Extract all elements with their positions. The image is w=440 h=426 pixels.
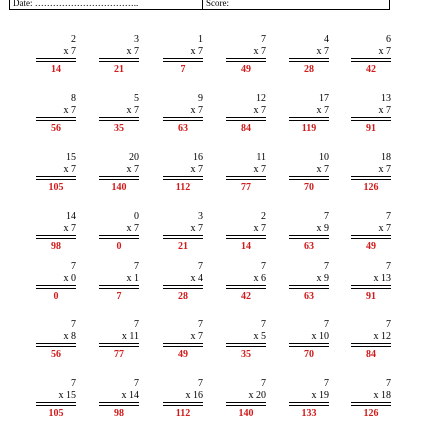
answer: 77: [114, 349, 124, 360]
score-field: Score:: [206, 0, 229, 8]
answer: 112: [175, 182, 191, 193]
multiplicand: 7: [134, 319, 139, 330]
multiplier: x 7: [126, 164, 139, 175]
answer-rule: [289, 176, 329, 177]
multiplicand: 6: [386, 34, 391, 45]
answer-rule: [36, 285, 76, 286]
multiplicand: 7: [261, 378, 266, 389]
answer-rule: [289, 346, 329, 347]
answer-rule: [226, 117, 266, 118]
multiplication-problem: [99, 93, 139, 141]
answer: 91: [366, 291, 376, 302]
answer-rule: [163, 405, 203, 406]
multiplication-problem: [163, 34, 203, 82]
answer-rule: [99, 343, 139, 344]
multiplication-problem: [163, 319, 203, 367]
answer-rule: [36, 58, 76, 59]
answer-rule: [351, 346, 391, 347]
answer-rule: [226, 343, 266, 344]
multiplicand: 10: [319, 152, 329, 163]
multiplication-problem: [36, 152, 76, 200]
answer-rule: [351, 238, 391, 239]
answer-rule: [99, 402, 139, 403]
multiplicand: 7: [261, 319, 266, 330]
multiplier: x 7: [190, 331, 203, 342]
answer-rule: [99, 288, 139, 289]
answer: 126: [363, 182, 379, 193]
multiplicand: 8: [71, 93, 76, 104]
answer-rule: [99, 235, 139, 236]
multiplier: x 7: [190, 105, 203, 116]
multiplication-problem: [351, 34, 391, 82]
answer-rule: [351, 61, 391, 62]
multiplication-problem: [226, 211, 266, 259]
multiplication-problem: [36, 261, 76, 309]
multiplication-problem: [289, 152, 329, 200]
multiplication-problem: [289, 211, 329, 259]
multiplier: x 7: [63, 223, 76, 234]
answer-rule: [289, 343, 329, 344]
answer: 77: [241, 182, 251, 193]
answer-rule: [163, 238, 203, 239]
answer-rule: [36, 117, 76, 118]
answer-rule: [289, 235, 329, 236]
answer-rule: [226, 288, 266, 289]
answer-rule: [289, 405, 329, 406]
multiplicand: 7: [324, 378, 329, 389]
answer-rule: [99, 405, 139, 406]
answer: 42: [366, 64, 376, 75]
answer-rule: [351, 179, 391, 180]
answer-rule: [226, 61, 266, 62]
multiplier: x 7: [316, 46, 329, 57]
multiplication-problem: [163, 261, 203, 309]
multiplication-problem: [289, 34, 329, 82]
answer-rule: [226, 405, 266, 406]
multiplicand: 7: [386, 319, 391, 330]
answer: 14: [241, 241, 251, 252]
answer: 105: [48, 408, 64, 419]
multiplicand: 2: [71, 34, 76, 45]
multiplication-problem: [99, 34, 139, 82]
answer: 119: [301, 123, 317, 134]
answer: 63: [304, 241, 314, 252]
answer: 35: [114, 123, 124, 134]
answer: 63: [178, 123, 188, 134]
multiplier: x 7: [253, 105, 266, 116]
multiplicand: 7: [386, 261, 391, 272]
multiplication-problem: [289, 378, 329, 426]
answer: 49: [178, 349, 188, 360]
multiplication-problem: [99, 319, 139, 367]
answer: 56: [51, 349, 61, 360]
answer-rule: [99, 346, 139, 347]
multiplier: x 7: [316, 105, 329, 116]
multiplication-problem: [226, 34, 266, 82]
multiplier: x 14: [121, 390, 139, 401]
multiplier: x 7: [378, 105, 391, 116]
multiplier: x 10: [311, 331, 329, 342]
multiplicand: 16: [193, 152, 203, 163]
answer-rule: [226, 285, 266, 286]
multiplier: x 9: [316, 273, 329, 284]
answer: 105: [48, 182, 64, 193]
multiplier: x 0: [63, 273, 76, 284]
answer: 84: [366, 349, 376, 360]
answer-rule: [36, 120, 76, 121]
multiplication-problem: [289, 93, 329, 141]
multiplication-problem: [163, 152, 203, 200]
multiplication-problem: [226, 152, 266, 200]
answer-rule: [289, 120, 329, 121]
answer-rule: [36, 235, 76, 236]
multiplier: x 7: [316, 164, 329, 175]
answer-rule: [163, 179, 203, 180]
answer-rule: [351, 405, 391, 406]
answer-rule: [163, 288, 203, 289]
answer-rule: [99, 176, 139, 177]
multiplicand: 3: [134, 34, 139, 45]
answer-rule: [226, 58, 266, 59]
multiplication-problem: [226, 378, 266, 426]
answer: 14: [51, 64, 61, 75]
multiplier: x 19: [311, 390, 329, 401]
multiplication-problem: [289, 261, 329, 309]
multiplication-problem: [36, 378, 76, 426]
answer: 49: [241, 64, 251, 75]
answer: 42: [241, 291, 251, 302]
answer-rule: [289, 117, 329, 118]
answer: 28: [304, 64, 314, 75]
answer-rule: [99, 117, 139, 118]
answer: 0: [53, 291, 59, 302]
answer-rule: [163, 58, 203, 59]
answer-rule: [36, 61, 76, 62]
answer-rule: [36, 343, 76, 344]
multiplication-problem: [226, 319, 266, 367]
answer: 21: [178, 241, 188, 252]
multiplication-problem: [163, 93, 203, 141]
multiplication-problem: [351, 261, 391, 309]
multiplicand: 7: [198, 319, 203, 330]
answer: 28: [178, 291, 188, 302]
multiplicand: 7: [198, 261, 203, 272]
multiplication-problem: [99, 152, 139, 200]
multiplication-problem: [351, 93, 391, 141]
answer-rule: [351, 176, 391, 177]
answer-rule: [99, 285, 139, 286]
answer-rule: [351, 285, 391, 286]
multiplicand: 15: [66, 152, 76, 163]
multiplicand: 7: [71, 319, 76, 330]
multiplier: x 7: [63, 164, 76, 175]
multiplier: x 18: [373, 390, 391, 401]
multiplication-problem: [163, 378, 203, 426]
multiplier: x 7: [126, 105, 139, 116]
multiplication-problem: [351, 152, 391, 200]
multiplication-problem: [36, 34, 76, 82]
answer: 63: [304, 291, 314, 302]
multiplication-problem: [36, 319, 76, 367]
answer-rule: [36, 238, 76, 239]
multiplication-problem: [36, 211, 76, 259]
multiplication-problem: [99, 211, 139, 259]
multiplication-problem: [351, 211, 391, 259]
answer-rule: [289, 285, 329, 286]
answer-rule: [289, 58, 329, 59]
multiplicand: 18: [381, 152, 391, 163]
answer-rule: [36, 405, 76, 406]
answer: 133: [301, 408, 317, 419]
answer-rule: [163, 120, 203, 121]
multiplier: x 8: [63, 331, 76, 342]
answer: 70: [304, 349, 314, 360]
multiplicand: 11: [256, 152, 266, 163]
multiplicand: 13: [381, 93, 391, 104]
answer-rule: [226, 176, 266, 177]
multiplier: x 7: [126, 223, 139, 234]
multiplicand: 17: [319, 93, 329, 104]
date-field: Date: ……………………………..: [13, 0, 139, 8]
multiplicand: 7: [261, 261, 266, 272]
multiplier: x 7: [378, 46, 391, 57]
answer: 126: [363, 408, 379, 419]
multiplicand: 7: [134, 261, 139, 272]
multiplier: x 6: [253, 273, 266, 284]
answer-rule: [99, 58, 139, 59]
answer: 70: [304, 182, 314, 193]
answer-rule: [36, 179, 76, 180]
answer-rule: [163, 343, 203, 344]
answer: 91: [366, 123, 376, 134]
answer: 7: [116, 291, 122, 302]
multiplication-problem: [163, 211, 203, 259]
multiplicand: 7: [198, 378, 203, 389]
answer-rule: [163, 402, 203, 403]
answer: 98: [114, 408, 124, 419]
multiplier: x 11: [121, 331, 139, 342]
answer-rule: [163, 235, 203, 236]
multiplier: x 7: [63, 105, 76, 116]
multiplication-problem: [226, 93, 266, 141]
answer: 140: [238, 408, 254, 419]
multiplier: x 7: [190, 223, 203, 234]
answer-rule: [163, 176, 203, 177]
multiplicand: 7: [71, 378, 76, 389]
answer-rule: [36, 346, 76, 347]
answer-rule: [289, 402, 329, 403]
multiplication-problem: [351, 319, 391, 367]
multiplicand: 7: [324, 211, 329, 222]
multiplier: x 7: [126, 46, 139, 57]
answer-rule: [99, 238, 139, 239]
multiplicand: 3: [198, 211, 203, 222]
answer: 35: [241, 349, 251, 360]
multiplier: x 4: [190, 273, 203, 284]
answer-rule: [226, 238, 266, 239]
multiplier: x 7: [253, 164, 266, 175]
answer: 98: [51, 241, 61, 252]
multiplier: x 16: [185, 390, 203, 401]
multiplicand: 7: [71, 261, 76, 272]
answer: 84: [241, 123, 251, 134]
answer-rule: [226, 402, 266, 403]
multiplier: x 12: [373, 331, 391, 342]
answer-rule: [289, 61, 329, 62]
multiplier: x 7: [253, 46, 266, 57]
answer-rule: [226, 235, 266, 236]
multiplicand: 14: [66, 211, 76, 222]
multiplier: x 9: [316, 223, 329, 234]
multiplication-problem: [351, 378, 391, 426]
multiplicand: 7: [386, 211, 391, 222]
answer-rule: [163, 117, 203, 118]
answer-rule: [36, 176, 76, 177]
answer-rule: [351, 402, 391, 403]
answer-rule: [36, 402, 76, 403]
multiplicand: 7: [324, 319, 329, 330]
multiplication-problem: [36, 93, 76, 141]
answer-rule: [36, 288, 76, 289]
answer-rule: [351, 58, 391, 59]
answer-rule: [99, 120, 139, 121]
answer-rule: [351, 343, 391, 344]
answer-rule: [99, 61, 139, 62]
multiplicand: 20: [129, 152, 139, 163]
multiplier: x 7: [378, 223, 391, 234]
multiplicand: 2: [261, 211, 266, 222]
multiplicand: 7: [261, 34, 266, 45]
multiplier: x 15: [58, 390, 76, 401]
answer: 112: [175, 408, 191, 419]
answer: 21: [114, 64, 124, 75]
answer-rule: [351, 235, 391, 236]
multiplication-problem: [226, 261, 266, 309]
answer-rule: [99, 179, 139, 180]
multiplicand: 7: [386, 378, 391, 389]
multiplier: x 1: [126, 273, 139, 284]
multiplier: x 7: [190, 46, 203, 57]
multiplicand: 0: [134, 211, 139, 222]
multiplier: x 20: [248, 390, 266, 401]
multiplicand: 4: [324, 34, 329, 45]
answer-rule: [226, 179, 266, 180]
answer-rule: [163, 346, 203, 347]
answer-rule: [163, 61, 203, 62]
multiplier: x 7: [63, 46, 76, 57]
multiplicand: 1: [198, 34, 203, 45]
answer-rule: [351, 120, 391, 121]
multiplier: x 7: [253, 223, 266, 234]
multiplication-problem: [99, 378, 139, 426]
answer-rule: [226, 346, 266, 347]
answer: 0: [116, 241, 122, 252]
answer-rule: [351, 288, 391, 289]
multiplier: x 13: [373, 273, 391, 284]
answer-rule: [289, 179, 329, 180]
multiplier: x 7: [190, 164, 203, 175]
multiplicand: 12: [256, 93, 266, 104]
multiplier: x 5: [253, 331, 266, 342]
answer-rule: [226, 120, 266, 121]
multiplicand: 9: [198, 93, 203, 104]
answer-rule: [289, 238, 329, 239]
multiplicand: 7: [134, 378, 139, 389]
answer: 140: [111, 182, 127, 193]
answer: 56: [51, 123, 61, 134]
multiplication-problem: [99, 261, 139, 309]
answer-rule: [289, 288, 329, 289]
multiplication-problem: [289, 319, 329, 367]
answer: 7: [180, 64, 186, 75]
multiplier: x 7: [378, 164, 391, 175]
multiplicand: 7: [324, 261, 329, 272]
multiplicand: 5: [134, 93, 139, 104]
answer-rule: [163, 285, 203, 286]
answer: 49: [366, 241, 376, 252]
answer-rule: [351, 117, 391, 118]
